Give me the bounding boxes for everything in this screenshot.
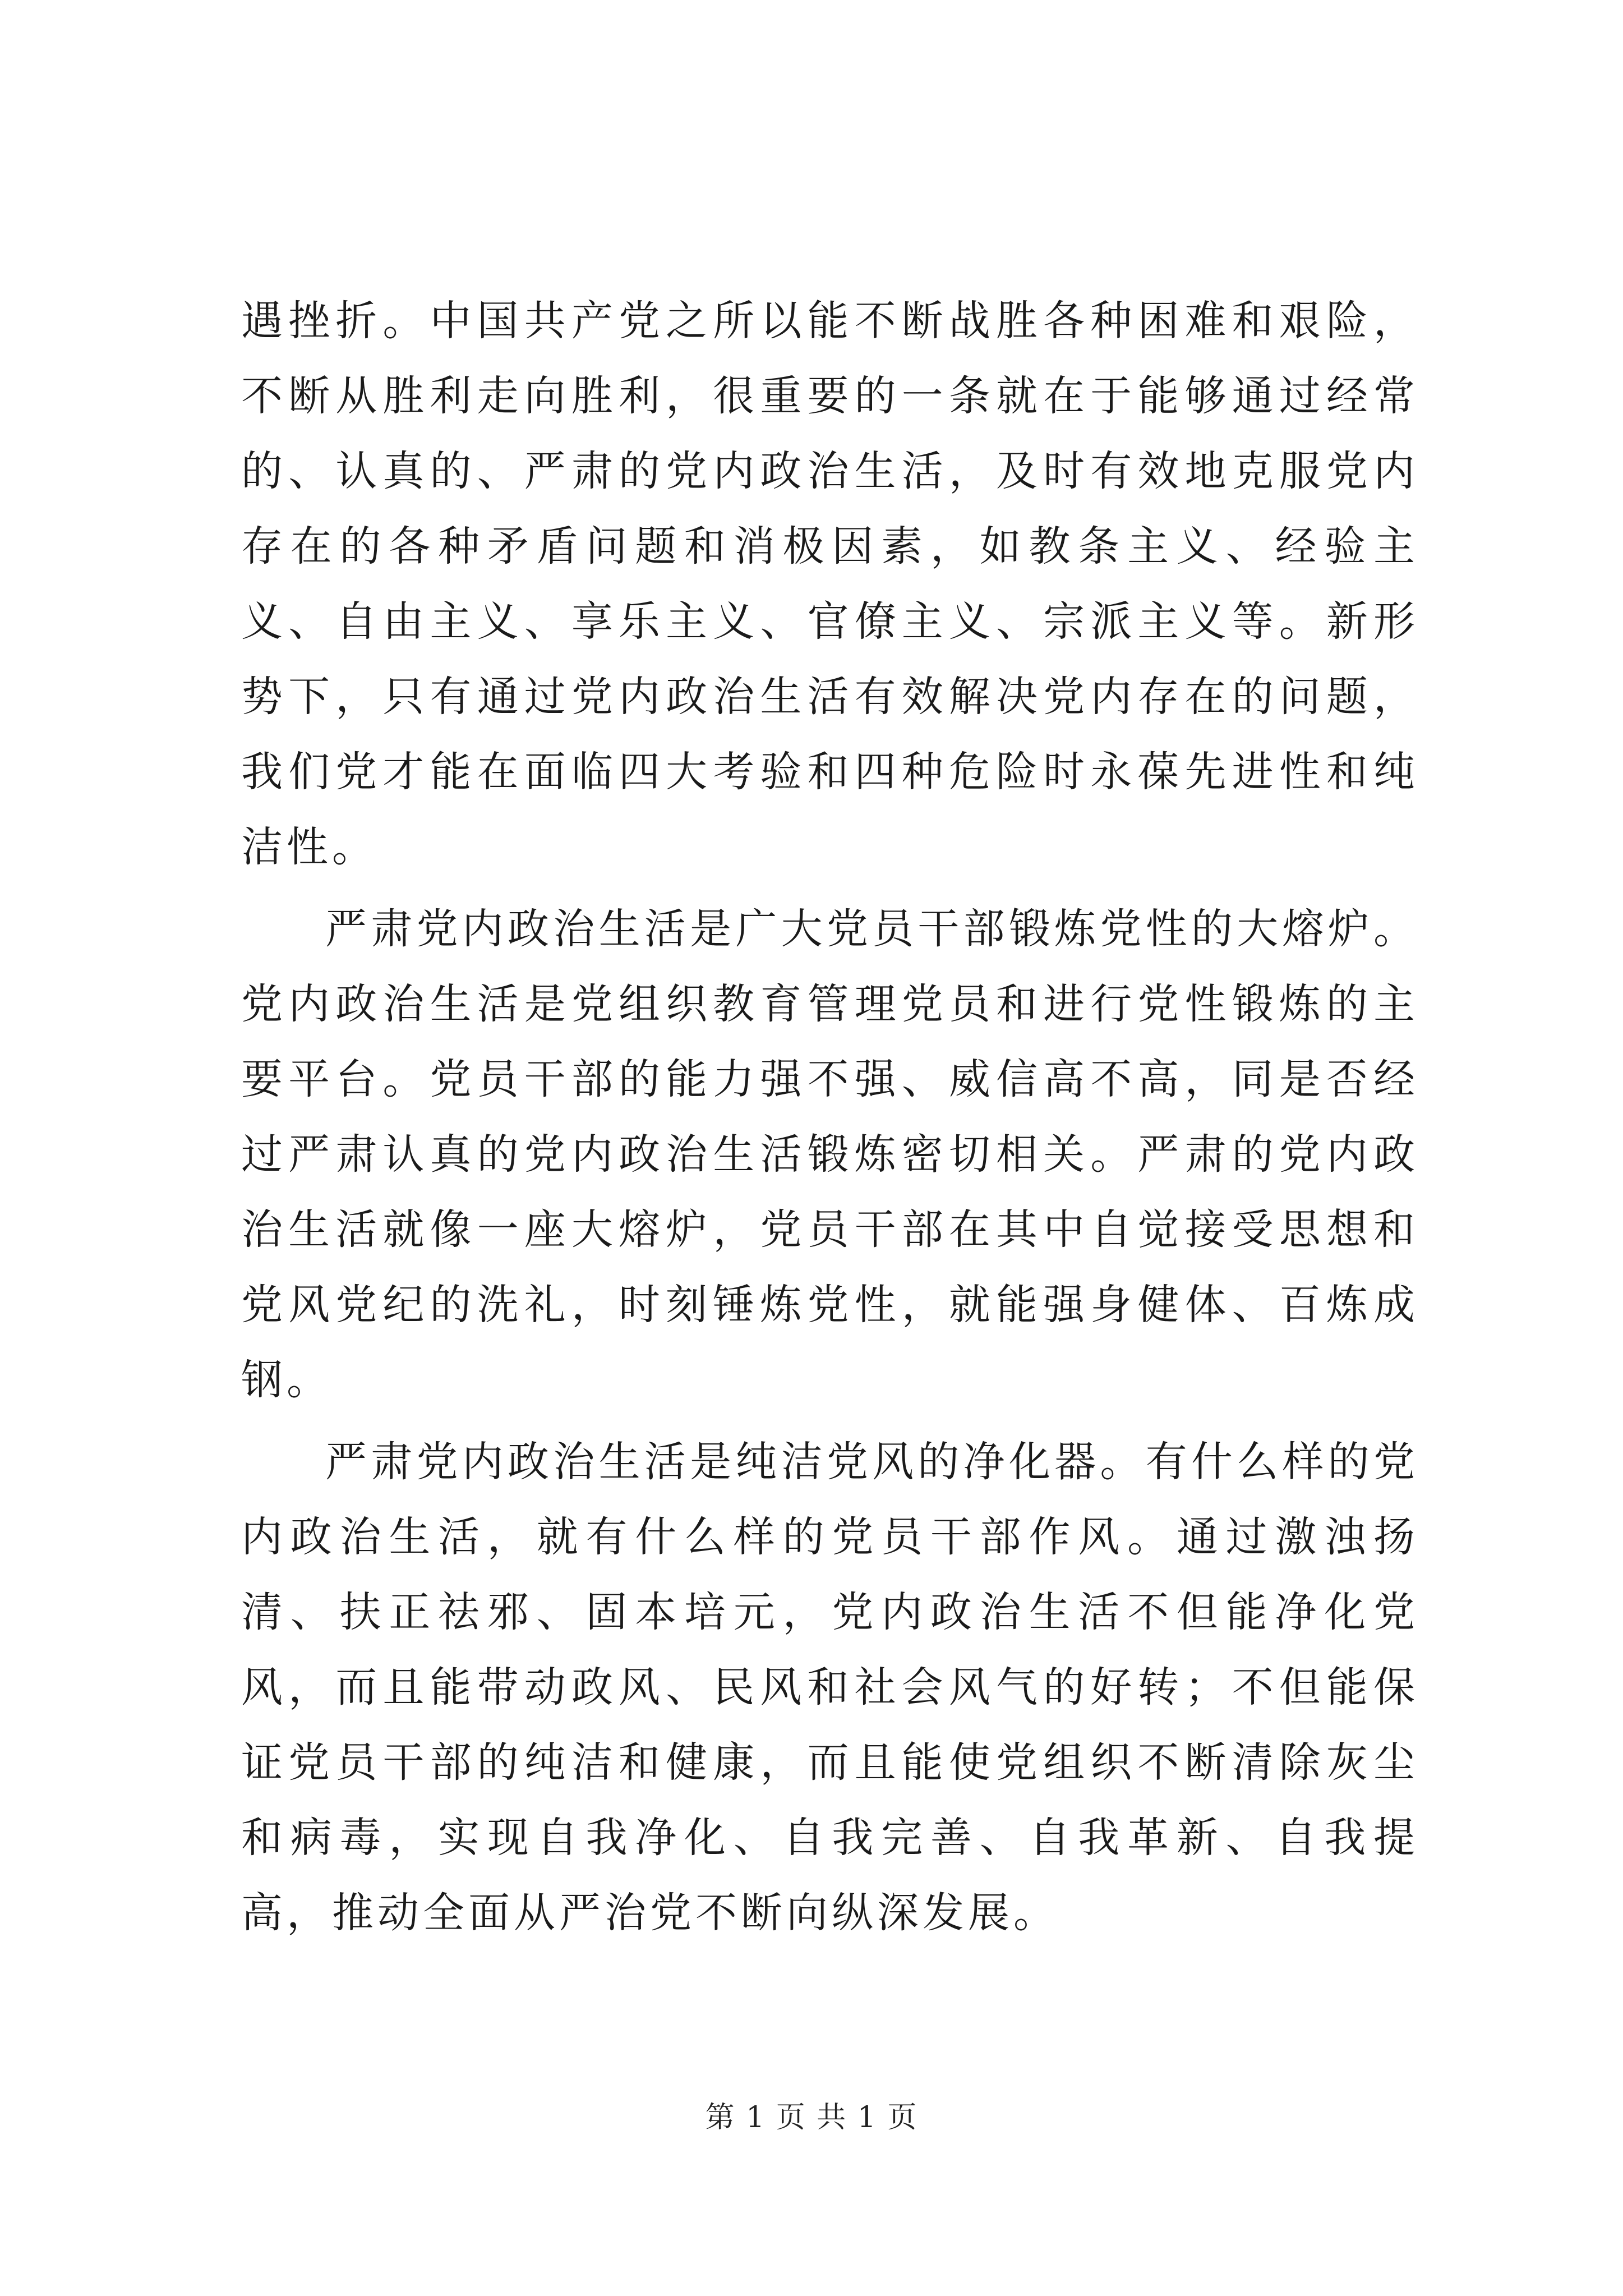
paragraph-party-character: 严肃党内政治生活是广大党员干部锻炼党性的大熔炉。党内政治生活是党组织教育管理党员和进行党性锻炼的主要平台。党员干部的能力强不强、威信高不高，同是否经过严肃认真的党内政治生活锻炼密切相关。严肃的党内政治生活就像一座大熔炉，党员干部在其中自觉接受思想和党风党纪的洗礼，时刻锤炼党性，就能强身健体、百炼成钢。 bbox=[241, 905, 1419, 1404]
paragraph-continued: 遇挫折。中国共产党之所以能不断战胜各种困难和艰险，不断从胜利走向胜利，很重要的一条就在于能够通过经常的、认真的、严肃的党内政治生活，及时有效地克服党内存在的各种矛盾问题和消极因素，如教条主义、经验主义、自由主义、享乐主义、官僚主义、宗派主义等。新形势下，只有通过党内政治生活有效解决党内存在的问题，我们党才能在面临四大考验和四种危险时永葆先进性和纯洁性。 bbox=[241, 297, 1419, 871]
page-footer: 第 1 页 共 1 页 bbox=[705, 2101, 918, 2134]
document-body bbox=[241, 283, 1419, 1950]
paragraph-party-style: 严肃党内政治生活是纯洁党风的净化器。有什么样的党内政治生活，就有什么样的党员干部作风。通过激浊扬清、扶正祛邪、固本培元，党内政治生活不但能净化党风，而且能带动政风、民风和社会风气的好转；不但能保证党员干部的纯洁和健康，而且能使党组织不断清除灰尘和病毒，实现自我净化、自我完善、自我革新、自我提高，推动全面从严治党不断向纵深发展。 bbox=[241, 1438, 1419, 1937]
